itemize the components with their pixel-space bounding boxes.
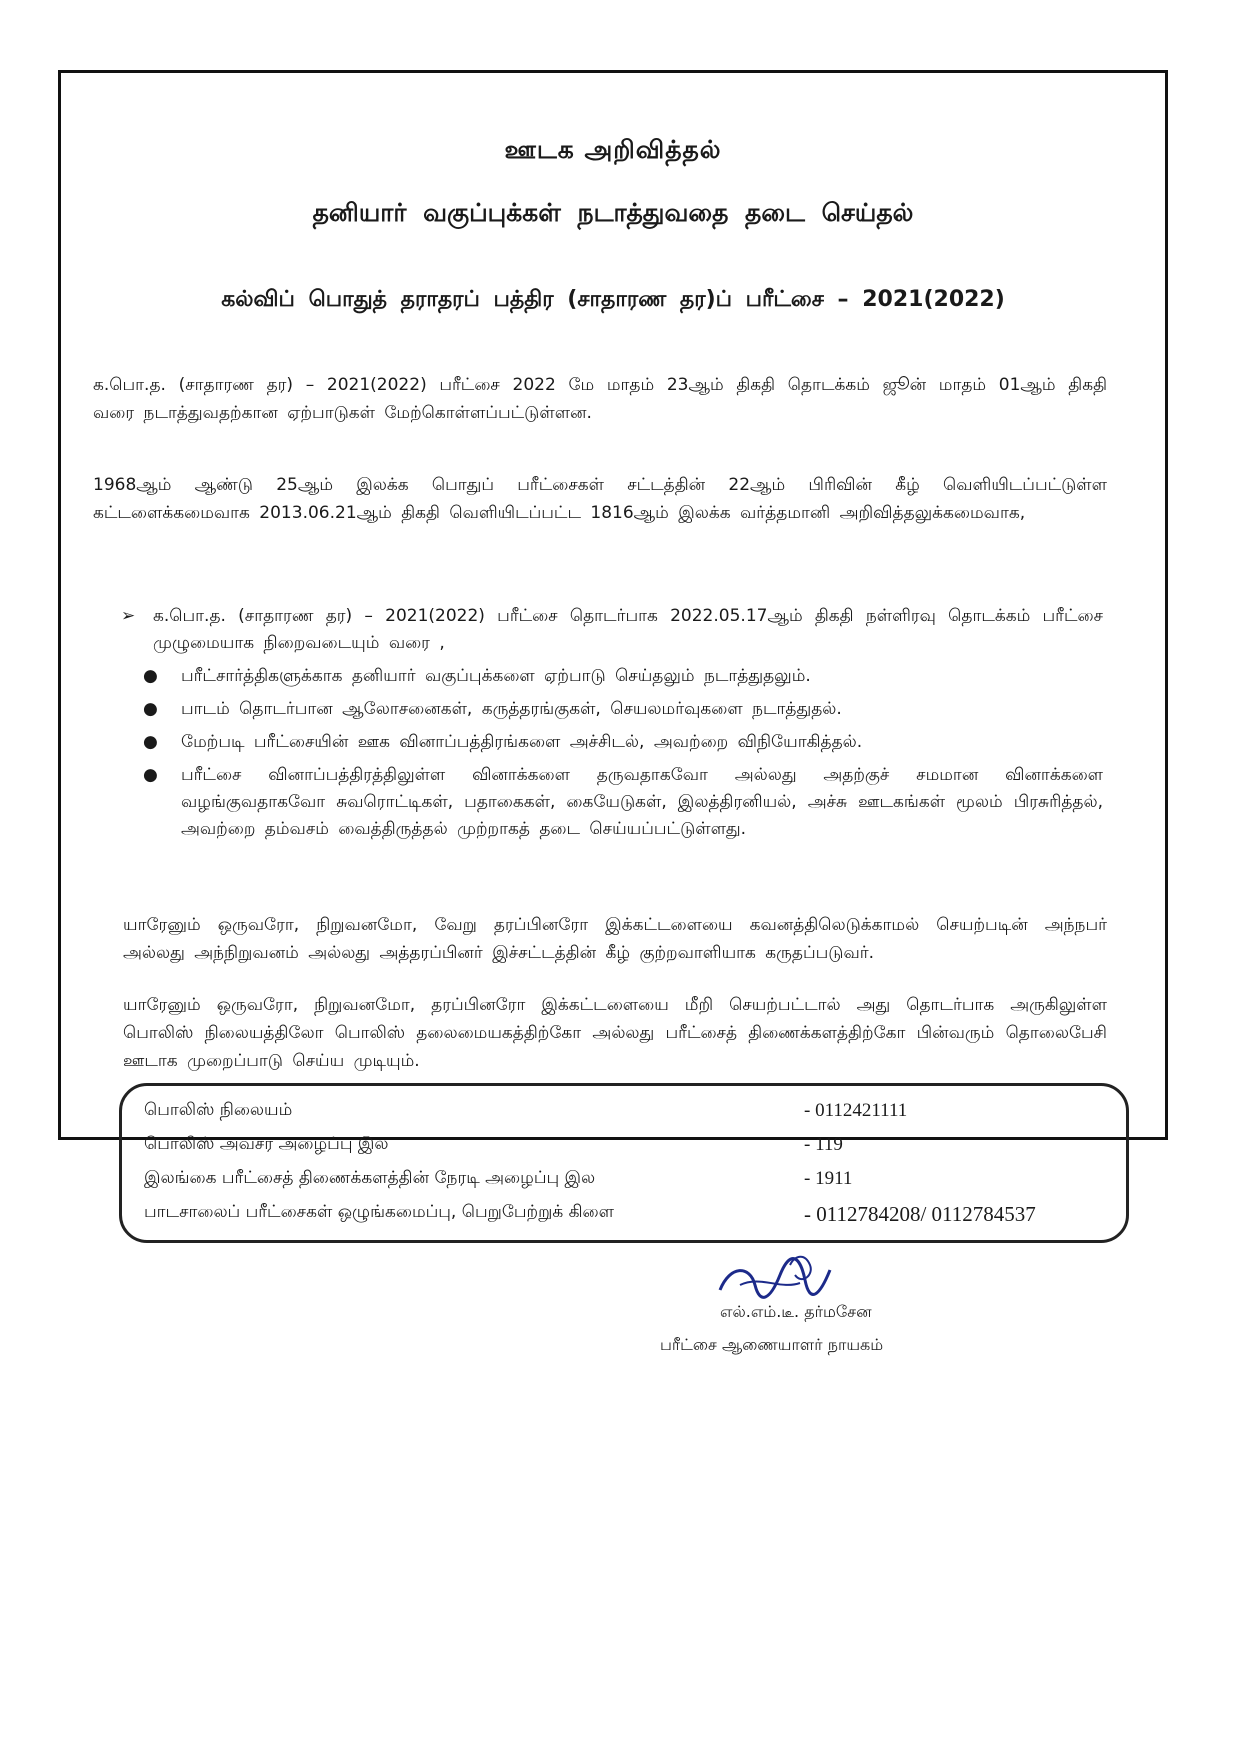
list-item [143,762,1103,843]
list-item [143,696,1103,723]
contact-label: பொலிஸ் நிலையம் [144,1100,293,1120]
list-item-text: பாடம் தொடர்பான ஆலோசனைகள், கருத்தரங்குகள், செயலமர்வுகளை நடாத்துதல். [181,699,842,719]
contact-number: - 0112421111 [804,1100,908,1121]
paragraph-complaint: யாரேனும் ஒருவரோ, நிறுவனமோ, தரப்பினரோ இக்கட்டளையை மீறி செயற்பட்டால் அது தொடர்பாக அருகிலுள்ள பொலிஸ் நிலையத்திலோ பொலிஸ் தலைமையகத்திற்கோ அல்லது பரீட்சைத் திணைக்களத்திற்கோ பின்வரும் தொலைபேசி ஊடாக முறைப்பாடு செய்ய முடியும். [123,995,1107,1071]
list-item [143,663,1103,690]
contact-box [119,1083,1129,1243]
arrow-item-text: க.பொ.த. (சாதாரண தர) – 2021(2022) பரீட்சை தொடர்பாக 2022.05.17ஆம் திகதி நள்ளிரவு தொடக்கம் பரீட்சை முழுமையாக நிறைவடையும் வரை , [153,606,1103,653]
paragraph-penalty: யாரேனும் ஒருவரோ, நிறுவனமோ, வேறு தரப்பினரோ இக்கட்டளையை கவனத்திலெடுக்காமல் செயற்படின் அந்நபர் அல்லது அந்நிறுவனம் அல்லது அத்தரப்பினர் இச்சட்டத்தின் கீழ் குற்றவாளியாக கருதப்படுவர். [123,915,1107,963]
list-item-text: மேற்படி பரீட்சையின் ஊக வினாப்பத்திரங்களை அச்சிடல், அவற்றை விநியோகித்தல். [181,732,863,752]
contact-row [144,1096,1106,1130]
bullet-dot-icon: ● [143,699,158,719]
bullet-list [143,663,1103,843]
bullet-dot-icon: ● [143,666,158,686]
contact-row [144,1198,1106,1232]
contact-label: இலங்கை பரீட்சைத் திணைக்களத்தின் நேரடி அழைப்பு இல [144,1168,596,1188]
bullet-dot-icon: ● [143,765,158,785]
title-ban-private-classes: தனியார் வகுப்புக்கள் நடாத்துவதை தடை செய்தல் [312,198,914,227]
arrow-item [121,603,1103,657]
paragraph-exam-dates: க.பொ.த. (சாதாரண தர) – 2021(2022) பரீட்சை 2022 மே மாதம் 23ஆம் திகதி தொடக்கம் ஜூன் மாதம் 01ஆம் திகதி வரை நடாத்துவதற்கான ஏற்பாடுகள் மேற்கொள்ளப்பட்டுள்ளன. [93,375,1107,423]
contact-number: - 119 [804,1134,843,1155]
title-media-notice: ஊடக அறிவித்தல் [504,135,722,164]
contact-row [144,1130,1106,1164]
notice-frame [58,70,1168,1226]
arrow-bullet-icon: ➢ [121,606,136,626]
contact-number: - 0112784208/ 0112784537 [804,1202,1036,1226]
list-item [143,729,1103,756]
signer-title: பரீட்சை ஆணையாளர் நாயகம் [660,1335,884,1354]
title-exam-name: கல்விப் பொதுத் தராதரப் பத்திர (சாதாரண தர)ப் பரீட்சை – 2021(2022) [221,287,1005,312]
list-item-text: பரீட்சார்த்திகளுக்காக தனியார் வகுப்புக்களை ஏற்பாடு செய்தலும் நடாத்துதலும். [181,666,811,686]
contact-number: - 1911 [804,1168,853,1189]
paragraph-legal-basis: 1968ஆம் ஆண்டு 25ஆம் இலக்க பொதுப் பரீட்சைகள் சட்டத்தின் 22ஆம் பிரிவின் கீழ் வெளியிடப்பட்டுள்ள கட்டளைக்கமைவாக 2013.06.21ஆம் திகதி வெளியிடப்பட்ட 1816ஆம் இலக்க வர்த்தமானி அறிவித்தலுக்கமைவாக, [93,475,1107,523]
signer-name: எல்.எம்.டீ. தர்மசேன [720,1302,872,1321]
bullet-dot-icon: ● [143,732,158,752]
contact-row [144,1164,1106,1198]
contact-label: பொலிஸ் அவசர அழைப்பு இல [144,1134,389,1154]
list-item-text: பரீட்சை வினாப்பத்திரத்திலுள்ள வினாக்களை தருவதாகவோ அல்லது அதற்குச் சமமான வினாக்களை வழங்குவதாகவோ சுவரொட்டிகள், பதாகைகள், கையேடுகள், இலத்திரனியல், அச்சு ஊடகங்கள் மூலம் பிரசுரித்தல், அவற்றை தம்வசம் வைத்திருத்தல் முற்றாகத் தடை செய்யப்பட்டுள்ளது. [181,765,1103,839]
contact-label: பாடசாலைப் பரீட்சைகள் ஒழுங்கமைப்பு, பெறுபேற்றுக் கிளை [144,1202,614,1222]
prohibition-list [121,603,1103,849]
